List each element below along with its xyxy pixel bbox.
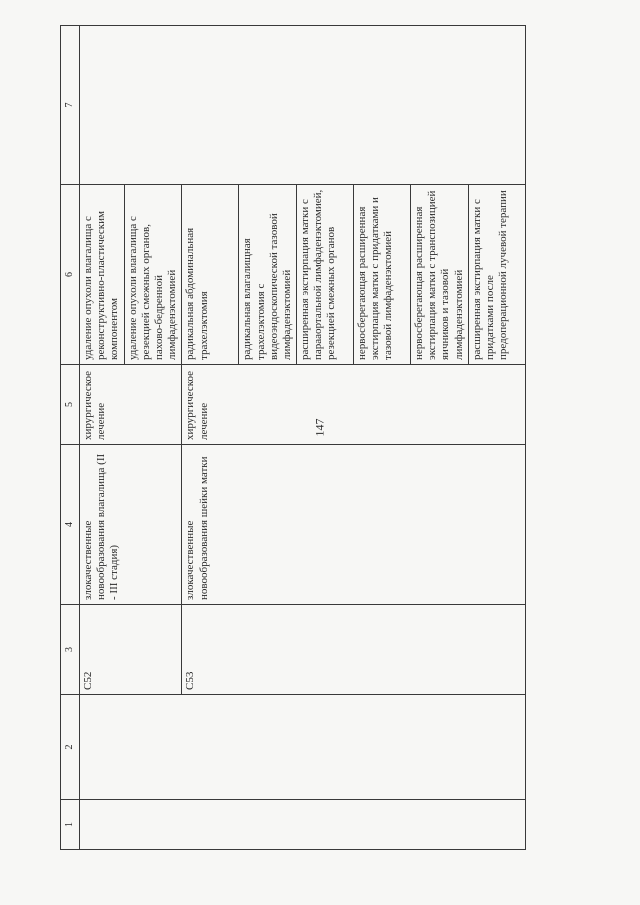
method-text: удаление опухоли влагалища с реконструктивно-пластическим компонентом — [82, 211, 121, 360]
method-cell — [411, 185, 469, 365]
disease-text: злокачественные новообразования шейки матки — [184, 456, 210, 600]
method-cell — [124, 185, 182, 365]
method-text: нервосберегающая расширенная экстирпация матки с транспозицией яичников и тазовой лимфаденэктомией — [413, 190, 465, 360]
column-number: 2 — [61, 695, 80, 800]
medical-table-rotated — [60, 26, 596, 850]
treatment-text: хирургическое лечение — [82, 370, 108, 440]
method-text: расширенная экстирпация матки с парааортальной лимфаденэктомией, резекцией смежных органов — [299, 189, 338, 360]
icd-code: C53 — [184, 671, 197, 690]
cell-empty — [80, 26, 526, 185]
icd-code-cell — [80, 605, 182, 695]
column-number: 3 — [61, 605, 80, 695]
icd-code-cell — [182, 605, 526, 695]
method-cell — [297, 185, 354, 365]
method-text: удаление опухоли влагалища с резекцией смежных органов, пахово-бедренной лимфаденэктомией — [126, 216, 179, 360]
cell-empty — [80, 800, 526, 850]
method-cell — [239, 185, 297, 365]
method-text: радикальная влагалищная трахелэктомия с видеоэндоскопической тазовой лимфаденэктомией — [241, 213, 293, 360]
method-cell — [182, 185, 239, 365]
disease-cell — [182, 445, 526, 605]
disease-cell — [80, 445, 182, 605]
column-number: 4 — [61, 445, 80, 605]
treatment-cell — [182, 365, 526, 445]
method-text: нервосберегающая расширенная экстирпация матки с придатками и тазовой лимфаденэктомией — [356, 197, 395, 360]
disease-text: злокачественные новообразования влагалища (II - III стадия) — [82, 453, 121, 600]
cell-empty — [80, 695, 526, 800]
method-text: радикальная абдоминальная трахелэктомия — [184, 227, 210, 360]
column-number: 6 — [61, 185, 80, 365]
table-row — [80, 26, 125, 850]
method-cell — [468, 185, 525, 365]
medical-table — [60, 25, 526, 850]
treatment-cell — [80, 365, 182, 445]
method-cell — [354, 185, 411, 365]
page-number: 147 — [312, 418, 327, 437]
method-cell — [80, 185, 125, 365]
column-number-row — [61, 26, 80, 850]
method-text: расширенная экстирпация матки с придатками после предоперационной лучевой терапии — [470, 190, 510, 360]
icd-code: C52 — [82, 671, 94, 690]
treatment-text: хирургическое лечение — [184, 370, 210, 440]
column-number: 1 — [61, 800, 80, 850]
column-number: 7 — [61, 26, 80, 185]
column-number: 5 — [61, 365, 80, 445]
